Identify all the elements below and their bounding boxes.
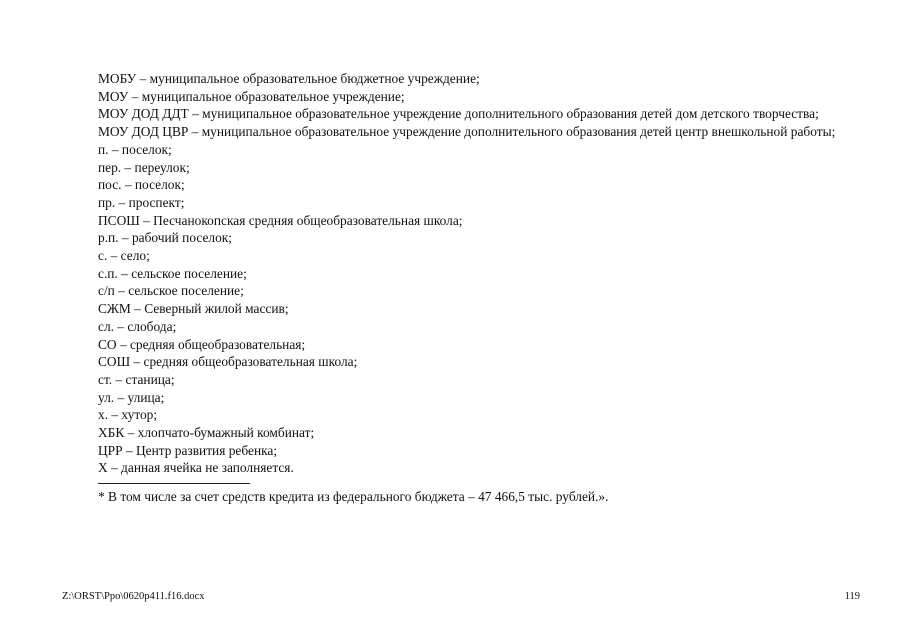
abbreviation-mou: МОУ – муниципальное образовательное учреждение; xyxy=(98,88,405,104)
abbreviation-st: ст. – станица; xyxy=(98,371,175,387)
abbreviation-mou-dod-ddt: МОУ ДОД ДДТ – муниципальное образовательное учреждение дополнительного образования детей дом детского творчества; xyxy=(98,106,819,122)
abbreviation-pr: пр. – проспект; xyxy=(98,194,185,210)
footer-page-number: 119 xyxy=(844,591,860,602)
abbreviation-per: пер. – переулок; xyxy=(98,159,190,175)
abbreviation-s-slash-p: с/п – сельское поселение; xyxy=(98,283,244,299)
abbreviation-x: Х – данная ячейка не заполняется. xyxy=(98,460,294,476)
abbreviation-mobu: МОБУ – муниципальное образовательное бюджетное учреждение; xyxy=(98,71,480,86)
abbreviation-rp: р.п. – рабочий поселок; xyxy=(98,230,233,246)
abbreviation-khbk: ХБК – хлопчато-бумажный комбинат; xyxy=(98,425,315,441)
abbreviation-ul: ул. – улица; xyxy=(98,389,165,405)
abbreviation-p: п. – поселок; xyxy=(98,141,172,157)
abbreviation-kh: х. – хутор; xyxy=(98,407,158,423)
footer-file-path: Z:\ORST\Ppo\0620p411.f16.docx xyxy=(62,591,205,602)
footnote-separator xyxy=(98,483,250,484)
abbreviation-sp: с.п. – сельское поселение; xyxy=(98,265,247,281)
abbreviation-s: с. – село; xyxy=(98,248,150,264)
abbreviation-sl: сл. – слобода; xyxy=(98,318,177,334)
footnote: * В том числе за счет средств кредита из федерального бюджета – 47 466,5 тыс. рублей.». xyxy=(98,489,609,505)
abbreviation-psosh: ПСОШ – Песчанокопская средняя общеобразовательная школа; xyxy=(98,212,463,228)
abbreviation-szhm: СЖМ – Северный жилой массив; xyxy=(98,301,289,317)
abbreviation-mou-dod-tsvr: МОУ ДОД ЦВР – муниципальное образовательное учреждение дополнительного образования детей центр внешкольной работы; xyxy=(98,124,836,140)
abbreviation-pos: пос. – поселок; xyxy=(98,177,185,193)
abbreviation-so: СО – средняя общеобразовательная; xyxy=(98,336,306,352)
abbreviation-tsrr: ЦРР – Центр развития ребенка; xyxy=(98,442,278,458)
document-body xyxy=(62,70,859,506)
abbreviation-sosh: СОШ – средняя общеобразовательная школа; xyxy=(98,354,358,370)
